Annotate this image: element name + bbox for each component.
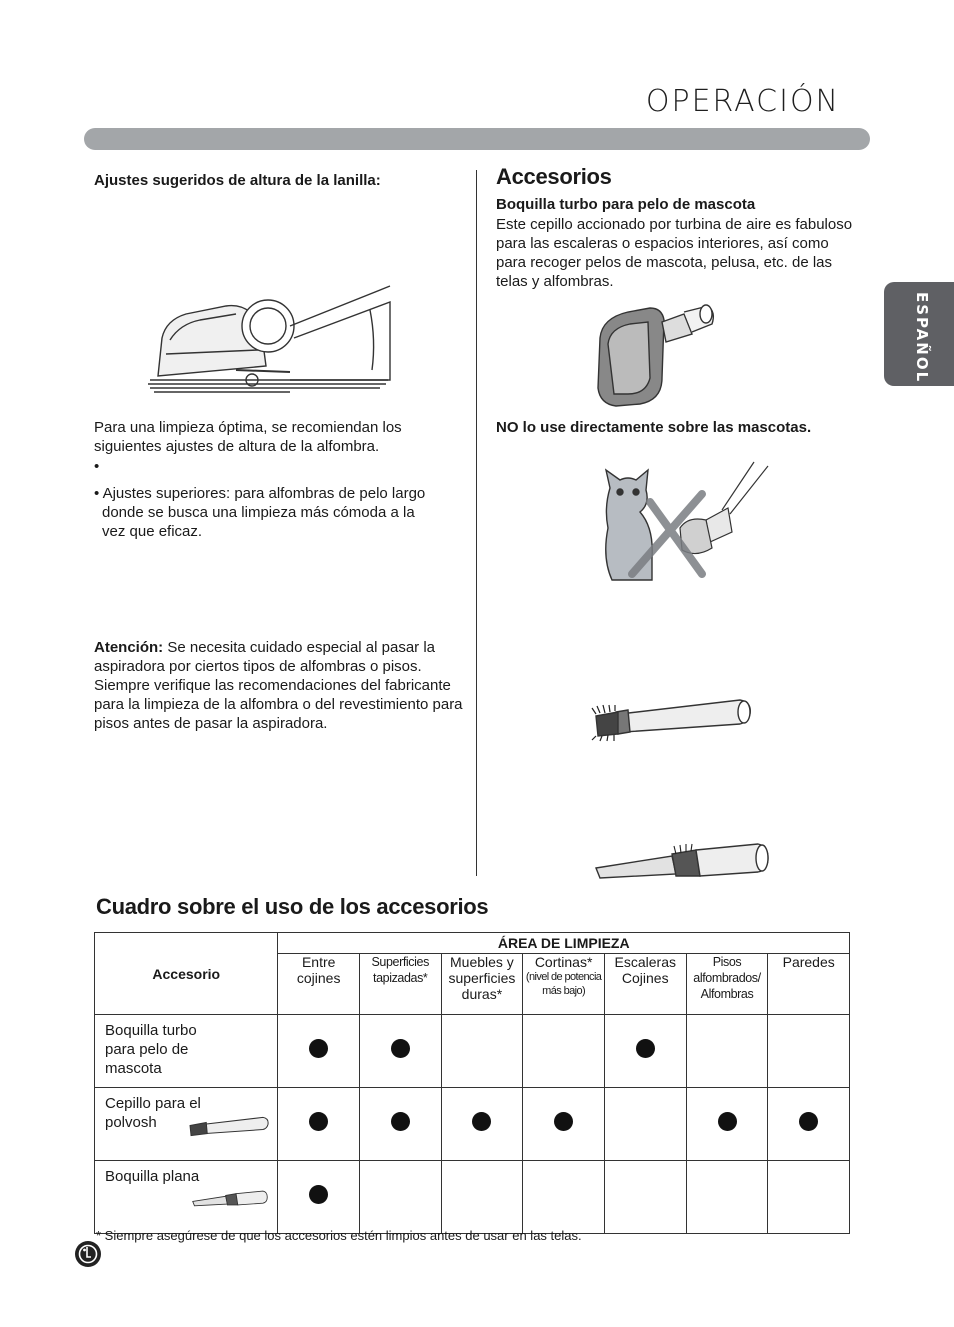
area-column-5 (604, 954, 686, 1015)
column-divider (476, 170, 477, 876)
dusting-brush-icon (187, 1108, 271, 1149)
dusting-brush-illustration (590, 692, 756, 742)
no-pet-use-illustration (596, 458, 776, 584)
language-tab (884, 282, 954, 386)
area-column-3 (441, 954, 523, 1015)
usage-cell (278, 1015, 359, 1088)
usage-cell (686, 1015, 768, 1088)
crevice-tool-icon (191, 1185, 269, 1216)
accessory-name-cell (95, 1088, 278, 1161)
crevice-tool-illustration (592, 838, 772, 882)
page-title: OPERACIÓN (645, 84, 840, 119)
accessory-name: Cepillo para el polvosh (105, 1095, 201, 1131)
accessory-name: Boquilla turbo para pelo de mascota (105, 1022, 197, 1077)
bullet-line-3: vez que eficaz. (102, 523, 203, 540)
usage-dot-icon (472, 1112, 491, 1131)
pile-height-heading: Ajustes sugeridos de altura de la lanilla: (94, 172, 381, 189)
accessory-name-cell (95, 1161, 278, 1234)
usage-cell (278, 1088, 359, 1161)
usage-dot-icon (309, 1112, 328, 1131)
table-row (95, 1088, 850, 1161)
usage-cell (441, 1088, 523, 1161)
accessory-usage-table (94, 932, 850, 1234)
usage-dot-icon (554, 1112, 573, 1131)
turbo-nozzle-description: Este cepillo accionado por turbina de aire es fabuloso para las escaleras o espacios interiores, así como para recoger pelos de mascota, pelusa, etc. de las telas y alfombras. (496, 216, 853, 290)
accessory-name-cell (95, 1015, 278, 1088)
bullet-line-2: donde se busca una limpieza más cómoda a la (102, 504, 415, 521)
usage-cell (604, 1088, 686, 1161)
area-column-label: Entre cojines (296, 954, 341, 986)
area-column-4 (523, 954, 605, 1015)
area-column-6 (686, 954, 768, 1015)
usage-dot-icon (636, 1039, 655, 1058)
bullet-empty: • (94, 458, 100, 475)
usage-cell (604, 1161, 686, 1234)
usage-cell (686, 1088, 768, 1161)
usage-cell (604, 1015, 686, 1088)
bullet-high-setting (94, 484, 454, 541)
accessory-chart-title: Cuadro sobre el uso de los accesorios (96, 894, 489, 919)
turbo-nozzle-illustration (592, 298, 718, 410)
footnote: * Siempre asegúrese de que los accesorios estén limpios antes de usar en las telas. (96, 1228, 582, 1243)
area-column-label: Superficies tapizadas* (371, 955, 429, 985)
area-column-label: Paredes (782, 954, 835, 970)
usage-cell (768, 1088, 850, 1161)
usage-cell (768, 1015, 850, 1088)
pet-warning: NO lo use directamente sobre las mascotas. (496, 419, 812, 436)
attention-note (94, 638, 474, 733)
language-tab-label: ESPAÑOL (913, 292, 931, 384)
accessories-title: Accesorios (496, 164, 612, 189)
usage-cell (523, 1088, 605, 1161)
area-column-sublabel: (nivel de potencia más bajo) (525, 971, 602, 997)
area-column-label: Escaleras Cojines (614, 954, 676, 986)
area-column-2 (359, 954, 441, 1015)
usage-dot-icon (309, 1039, 328, 1058)
usage-dot-icon (718, 1112, 737, 1131)
table-row (95, 1161, 850, 1234)
turbo-nozzle-heading: Boquilla turbo para pelo de mascota (496, 196, 756, 213)
lg-logo (74, 1240, 102, 1268)
area-column-label: Pisos alfombrados/ Alfombras (693, 955, 761, 1001)
area-column-label: Muebles y superficies duras* (448, 954, 516, 1002)
table-body (95, 1015, 850, 1234)
bullet-line-1: • Ajustes superiores: para alfombras de pelo largo (94, 485, 426, 502)
pile-height-paragraph: Para una limpieza óptima, se recomiendan los siguientes ajustes de altura de la alfombra. (94, 419, 402, 455)
usage-dot-icon (391, 1039, 410, 1058)
usage-cell (441, 1015, 523, 1088)
accessory-column-header: Accesorio (95, 933, 278, 1015)
usage-cell (441, 1161, 523, 1234)
usage-cell (523, 1161, 605, 1234)
usage-cell (359, 1088, 441, 1161)
usage-cell (686, 1161, 768, 1234)
attention-text: Se necesita cuidado especial al pasar la aspiradora por ciertos tipos de alfombras o pisos. Siempre verifique las recomendaciones del fabricante para la limpieza de la alfombra o del revestimiento para pisos antes de pasar la aspiradora. (94, 639, 463, 732)
accessory-name: Boquilla plana (105, 1168, 200, 1185)
area-column-7 (768, 954, 850, 1015)
table-row (95, 1015, 850, 1088)
attention-label: Atención: (94, 639, 164, 656)
usage-cell (523, 1015, 605, 1088)
cleaning-area-header: ÁREA DE LIMPIEZA (278, 933, 850, 954)
area-column-label: Cortinas* (534, 954, 593, 970)
title-bar (84, 128, 870, 150)
usage-dot-icon (799, 1112, 818, 1131)
usage-cell (278, 1161, 359, 1234)
floor-nozzle-illustration (140, 280, 396, 400)
usage-cell (768, 1161, 850, 1234)
usage-dot-icon (391, 1112, 410, 1131)
usage-cell (359, 1161, 441, 1234)
usage-dot-icon (309, 1185, 328, 1204)
usage-cell (359, 1015, 441, 1088)
area-column-1 (278, 954, 359, 1015)
